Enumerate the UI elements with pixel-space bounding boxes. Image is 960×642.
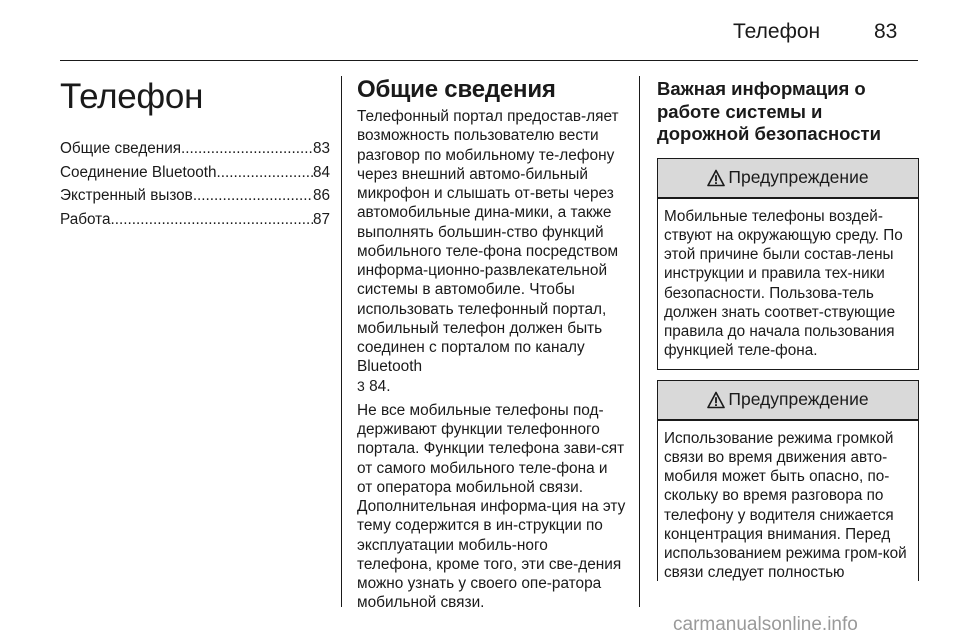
header-divider: [60, 60, 918, 61]
toc-leader-dots: [181, 137, 313, 161]
toc-item[interactable]: [60, 208, 330, 232]
page-reference[interactable]: 84.: [369, 377, 391, 395]
body-paragraph: Не все мобильные телефоны под-держивают функции телефонного портала. Функции телефона зави-сят от самого мобильного теле-фона и от оператора мобильной связи. Дополнительная информа-ция на эту тему содержится в ин-струкции по эксплуатации мобиль-ного телефона, кроме того, эти све-дения можно узнать у своего опе-ратора мобильной связи.: [357, 401, 626, 612]
toc-leader-dots: [217, 161, 313, 185]
warning-box: [657, 158, 919, 370]
warning-triangle-icon: [707, 169, 725, 187]
toc-item-label: Работа: [60, 210, 111, 228]
page-header: [0, 0, 960, 60]
warning-heading: Предупреждение: [728, 389, 869, 409]
body-paragraph: [357, 107, 627, 396]
general-info-column: [357, 64, 627, 618]
chapter-contents-column: [60, 64, 330, 231]
warning-header: [658, 159, 918, 199]
warning-text: Использование режима громкой связи во время движения авто-мобиля может быть опасно, по-скольку во время разговора по телефону у водителя снижается концентрация внимания. Перед использованием режима гром-кой связи следует полностью: [664, 429, 907, 581]
toc-leader-dots: [193, 184, 313, 208]
toc-item-page: 86: [312, 187, 330, 204]
page-reference-icon: 3: [357, 377, 365, 394]
warning-triangle-icon: [707, 391, 725, 409]
warning-heading: Предупреждение: [728, 167, 869, 187]
table-of-contents: [60, 137, 330, 231]
section-title: Важная информация о работе системы и дорожной безопасности: [657, 78, 881, 144]
toc-item[interactable]: [60, 137, 330, 161]
column-divider: [341, 76, 342, 607]
safety-column: [657, 64, 919, 591]
warning-box: [657, 380, 919, 581]
toc-item-label: Общие сведения: [60, 140, 182, 157]
chapter-title: Телефон: [60, 77, 204, 116]
page-number: 83: [874, 20, 898, 43]
paragraph-text: Телефонный портал предостав-ляет возможность пользователю вести разговор по мобильному те-лефону через внешний автомо-бильный микрофон и слышать от-веты через автомобильные дина-мики, а также выполнять большин-ство функций мобильного теле-фона посредством информа-ционно-развлекательной системы в автомобиле. Чтобы использовать телефонный портал, мобильный телефон должен быть соединен с порталом по каналу Bluetooth: [357, 108, 619, 376]
toc-item-page: 84: [312, 163, 330, 181]
toc-item-label: Соединение Bluetooth: [60, 163, 217, 181]
section-title: Общие сведения: [357, 76, 556, 103]
toc-item-page: 87: [312, 210, 330, 228]
toc-item[interactable]: [60, 161, 330, 185]
column-divider: [639, 76, 640, 607]
toc-item-label: Экстренный вызов: [60, 187, 193, 204]
watermark: carmanualsonline.info: [673, 614, 858, 635]
warning-text: Мобильные телефоны воздей-ствуют на окружающую среду. По этой причине были состав-лены инструкции и правила тех-ники безопасности. Пользова-тель должен знать соответ-ствующие правила до начала пользования функцией теле-фона.: [664, 207, 903, 360]
warning-header: [658, 381, 918, 421]
running-header-title: Телефон: [733, 20, 821, 43]
toc-item-page: 83: [312, 140, 330, 157]
toc-item[interactable]: [60, 184, 330, 208]
toc-leader-dots: [110, 208, 313, 232]
